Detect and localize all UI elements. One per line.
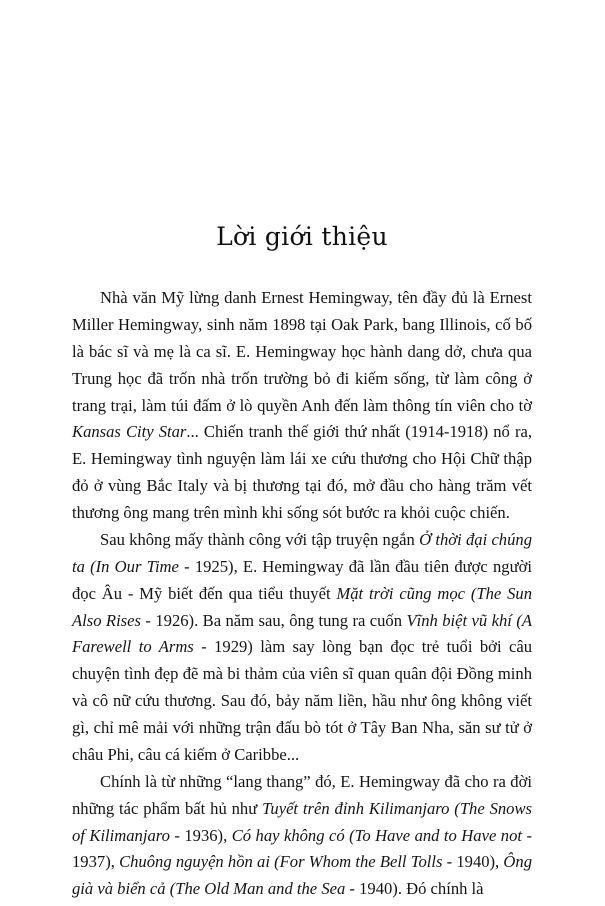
text-run: ... Chiến tranh thế giới thứ nhất (1914-1918) nổ ra, E. Hemingway tình nguyện làm lái xe cứu thương cho Hội Chữ thập đỏ ở vùng Bắc Italy và bị thương tại đó, mở đầu cho hàng trăm vết thương ông mang trên mình khi sống sót bước ra khỏi cuộc chiến.: [72, 422, 532, 522]
text-run: - 1940),: [442, 852, 504, 872]
page-title: Lời giới thiệu: [216, 222, 388, 251]
italic-title-run: Chuông nguyện hồn ai (For Whom the Bell Tolls: [119, 852, 443, 872]
text-run: Chính là từ những “lang thang” đó, E. Hemingway đã cho ra đời những tác phẩm bất hủ như: [72, 771, 532, 818]
italic-title-run: Tuyết trên đỉnh Kilimanjaro (The Snows of Kilimanjaro: [72, 798, 533, 845]
page-content: [72, 222, 532, 903]
text-run: - 1929) làm say lòng bạn đọc trẻ tuổi bởi câu chuyện tình đẹp đẽ mà bi thảm của viên sĩ quan quân đội Đồng minh và cô nữ cứu thương. Sau đó, bảy năm liền, hầu như ông không viết gì, chỉ mê mải với những trận đấu bò tót ở Tây Ban Nha, săn sư tử ở châu Phi, câu cá kiếm ở Caribbe...: [72, 637, 532, 764]
text-run: - 1936),: [169, 825, 232, 845]
text-run: Sau không mấy thành công với tập truyện ngắn: [100, 529, 420, 549]
text-run: - 1925), E. Hemingway đã lần đầu tiên được người đọc Âu - Mỹ biết đến qua tiểu thuyết: [72, 556, 532, 603]
italic-title-run: Ở thời đại chúng ta (In Our Time: [72, 529, 532, 576]
paragraph-3: [72, 769, 532, 903]
text-run: - 1940). Đó chính là: [345, 879, 484, 899]
italic-title-run: Mặt trời cũng mọc (The Sun Also Rises: [72, 583, 533, 630]
italic-title-run: Có hay không có (To Have and to Have not: [231, 825, 522, 845]
paragraph-1: [72, 285, 532, 527]
text-run: Nhà văn Mỹ lừng danh Ernest Hemingway, tên đầy đủ là Ernest Miller Hemingway, sinh năm 1898 tại Oak Park, bang Illinois, cố bố là bác sĩ và mẹ là ca sĩ. E. Hemingway học hành dang dở, chưa qua Trung học đã trốn nhà trốn trường bỏ đi kiếm sống, từ làm công ở trang trại, làm túi đấm ở lò quyền Anh đến làm thông tín viên cho tờ: [72, 288, 532, 415]
text-run: - 1937),: [72, 825, 532, 872]
text-run: - 1926). Ba năm sau, ông tung ra cuốn: [140, 610, 407, 630]
paragraph-2: [72, 527, 532, 769]
italic-title-run: Ông già và biển cả (The Old Man and the Sea: [72, 852, 532, 899]
italic-title-run: Vĩnh biệt vũ khí (A Farewell to Arms: [72, 610, 532, 657]
italic-title-run: Kansas City Star: [72, 422, 187, 442]
body-text: [72, 285, 532, 903]
